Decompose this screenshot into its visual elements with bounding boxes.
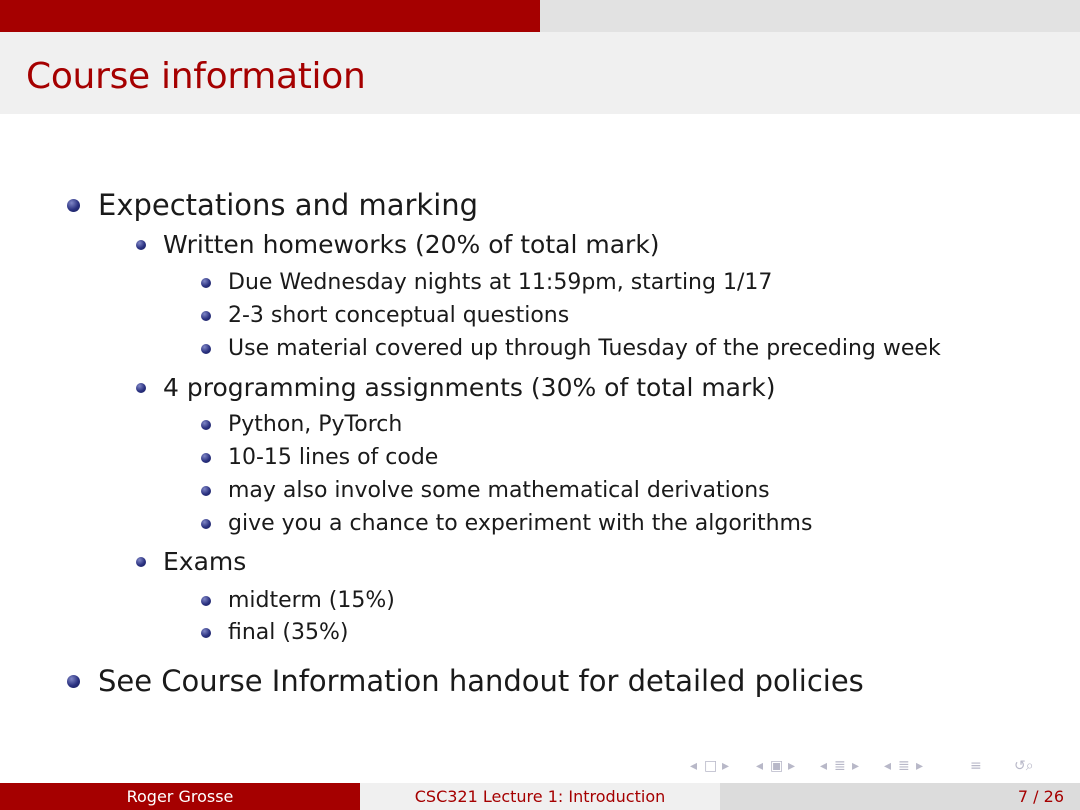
- bullet-text: Written homeworks (20% of total mark): [163, 230, 660, 259]
- nav-next-arrow-icon[interactable]: ▸: [788, 758, 796, 774]
- bullet-item: [228, 588, 395, 613]
- bullet-item: [228, 336, 941, 361]
- nav-align-icon[interactable]: ≡: [970, 758, 982, 774]
- bullet-icon: [136, 240, 146, 250]
- bullet-icon: [201, 420, 211, 430]
- bullet-item: [98, 664, 864, 698]
- bullet-text: 2-3 short conceptual questions: [228, 303, 570, 328]
- footer-lecture: [360, 783, 720, 810]
- footer-page: [720, 783, 1080, 810]
- bullet-item: [228, 511, 812, 536]
- bullet-item: [228, 303, 569, 328]
- bullet-icon: [136, 383, 146, 393]
- bullet-icon: [201, 311, 211, 321]
- bullet-text: See Course Information handout for detailed policies: [98, 664, 864, 698]
- bullet-item: [228, 445, 438, 470]
- bullet-icon: [136, 557, 146, 567]
- bullet-text: 10-15 lines of code: [228, 445, 439, 470]
- nav-outline-icon[interactable]: ≣: [898, 758, 910, 774]
- bullet-text: Use material covered up through Tuesday of the preceding week: [228, 336, 941, 361]
- nav-section-icon[interactable]: ≣: [834, 758, 846, 774]
- bullet-item: [228, 620, 348, 645]
- bullet-text: final (35%): [228, 620, 349, 645]
- bullet-icon: [201, 278, 211, 288]
- bullet-item: [163, 547, 246, 576]
- bullet-text: 4 programming assignments (30% of total mark): [163, 373, 776, 402]
- bullet-text: Expectations and marking: [98, 188, 479, 222]
- bullet-text: give you a chance to experiment with the algorithms: [228, 511, 813, 536]
- slide-title: Course information: [26, 56, 366, 97]
- bullet-icon: [67, 675, 80, 688]
- nav-frame-icon[interactable]: □: [704, 758, 718, 774]
- nav-prev-arrow-icon[interactable]: ◂: [820, 758, 828, 774]
- nav-next-arrow-icon[interactable]: ▸: [916, 758, 924, 774]
- nav-subsection-icon[interactable]: ▣: [770, 758, 784, 774]
- bullet-item: [228, 478, 770, 503]
- bullet-icon: [201, 519, 211, 529]
- bullet-icon: [201, 486, 211, 496]
- bullet-text: Exams: [163, 547, 247, 576]
- bullet-text: may also involve some mathematical derivations: [228, 478, 770, 503]
- bullet-item: [228, 270, 772, 295]
- nav-prev-arrow-icon[interactable]: ◂: [884, 758, 892, 774]
- bullet-icon: [67, 199, 80, 212]
- bullet-item: [228, 412, 402, 437]
- footer: [0, 783, 1080, 810]
- bullet-text: midterm (15%): [228, 588, 395, 613]
- footer-author: [0, 783, 360, 810]
- page-number: 7 / 26: [1017, 787, 1064, 806]
- bullet-icon: [201, 628, 211, 638]
- bullet-item: [163, 373, 776, 402]
- bullet-item: [98, 188, 478, 222]
- bullet-icon: [201, 344, 211, 354]
- bullet-item: [163, 230, 660, 259]
- footer-author-text: Roger Grosse: [126, 787, 234, 806]
- nav-search-icon[interactable]: ↺⌕: [1014, 758, 1034, 774]
- bullet-text: Due Wednesday nights at 11:59pm, starting 1/17: [228, 270, 773, 295]
- bullet-text: Python, PyTorch: [228, 412, 403, 437]
- bullet-icon: [201, 596, 211, 606]
- bullet-icon: [201, 453, 211, 463]
- nav-next-arrow-icon[interactable]: ▸: [852, 758, 860, 774]
- nav-prev-arrow-icon[interactable]: ◂: [690, 758, 698, 774]
- nav-next-arrow-icon[interactable]: ▸: [722, 758, 730, 774]
- nav-prev-arrow-icon[interactable]: ◂: [756, 758, 764, 774]
- footer-lecture-text: CSC321 Lecture 1: Introduction: [414, 787, 666, 806]
